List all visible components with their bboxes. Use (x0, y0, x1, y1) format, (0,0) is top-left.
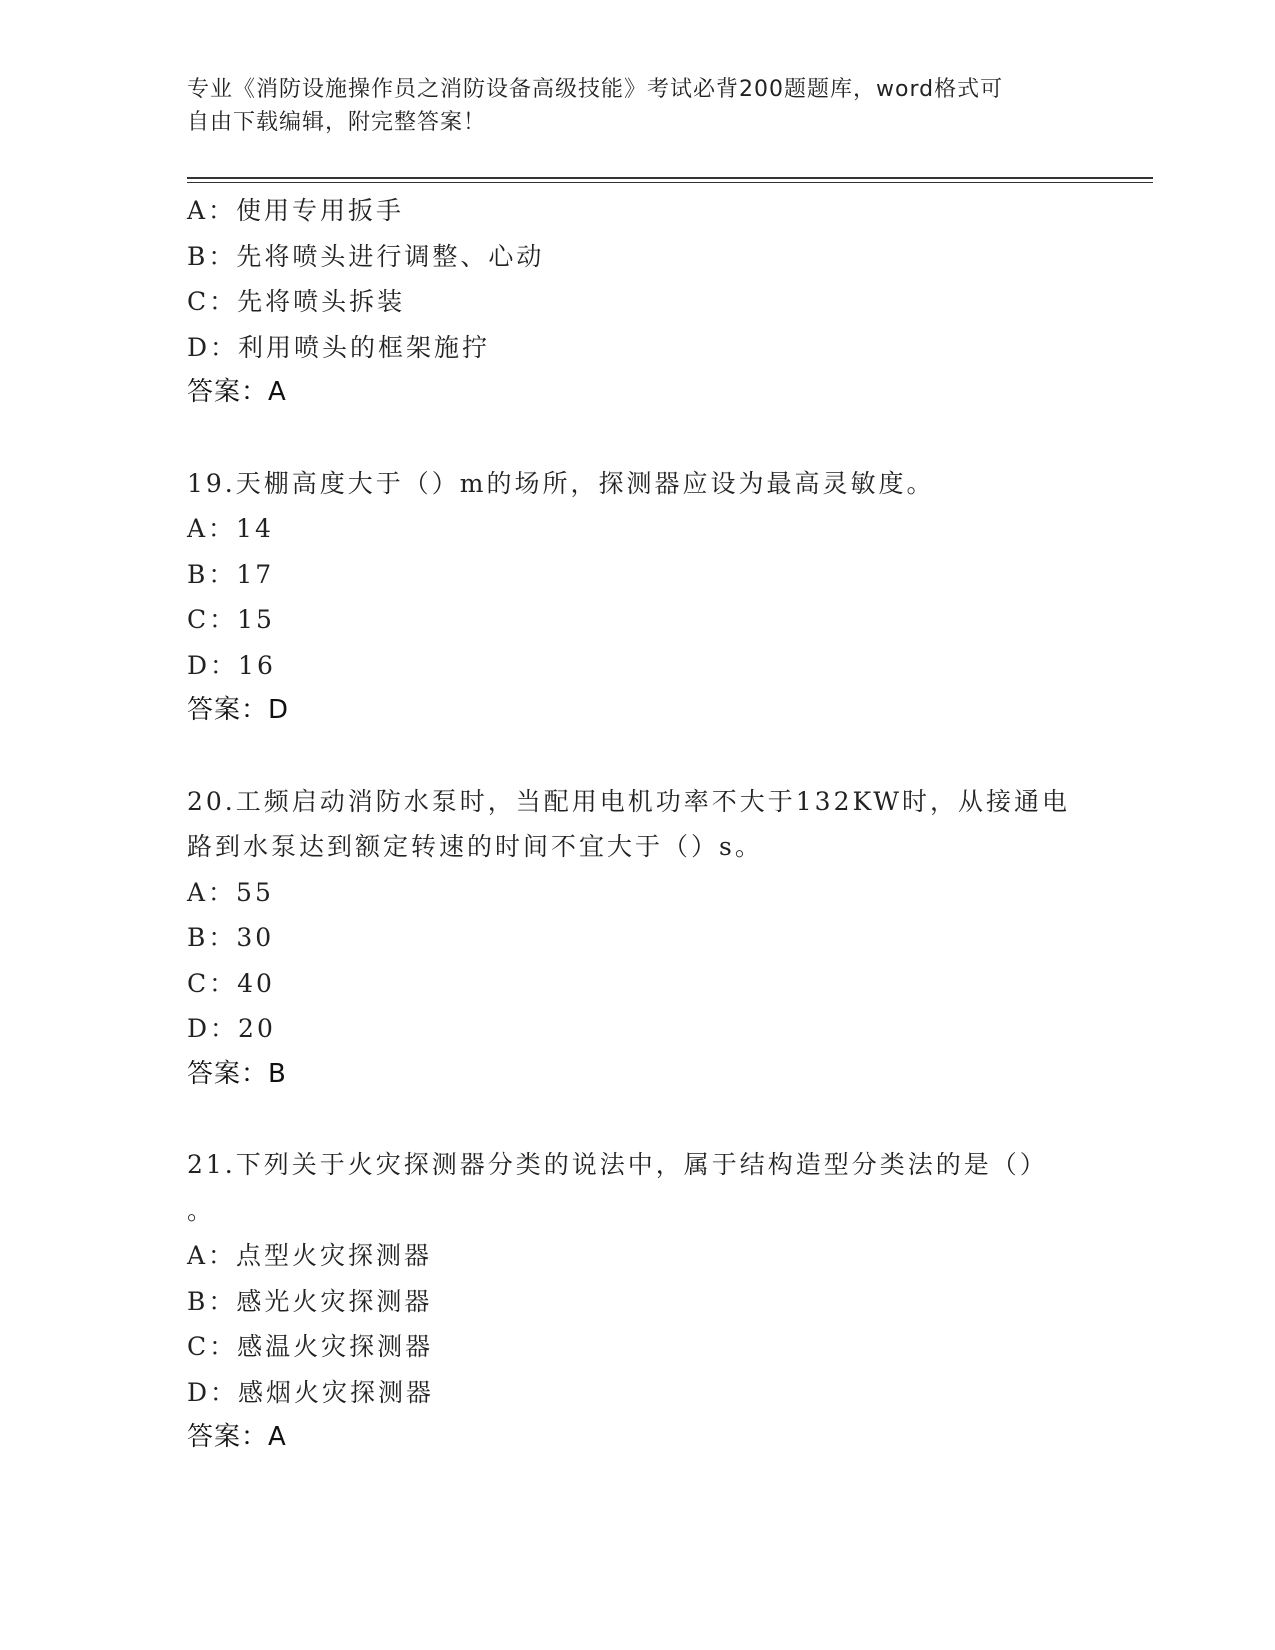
option-d: D：感烟火灾探测器 (187, 1377, 435, 1407)
question-21 (187, 1142, 1087, 1461)
option-d: D：利用喷头的框架施拧 (187, 332, 491, 362)
spacer (187, 734, 1087, 779)
question-18 (187, 188, 1087, 416)
option-c: C：15 (187, 605, 275, 634)
question-list (187, 188, 1087, 1461)
header-line-2: 自由下载编辑，附完整答案！ (187, 110, 487, 135)
header-divider-thick (187, 177, 1153, 179)
option-d: D：20 (187, 1014, 276, 1043)
header-divider-thin (187, 182, 1153, 183)
question-20 (187, 779, 1087, 1098)
option-a: A：55 (187, 877, 274, 907)
question-text-line-1: 21.下列关于火灾探测器分类的说法中，属于结构造型分类法的是（） (187, 1150, 1048, 1179)
option-b: B：感光火灾探测器 (187, 1286, 433, 1316)
option-b: B：先将喷头进行调整、心动 (187, 241, 545, 271)
question-text-line-1: 20.工频启动消防水泵时，当配用电机功率不大于132KW时，从接通电 (187, 786, 1070, 816)
option-a: A：14 (187, 514, 274, 543)
option-b: B：30 (187, 923, 275, 952)
option-c: C：40 (187, 968, 275, 998)
option-a: A：点型火灾探测器 (187, 1241, 433, 1270)
question-text-line-2: 。 (187, 1195, 216, 1225)
option-a: A：使用专用扳手 (187, 196, 405, 225)
option-c: C：先将喷头拆装 (187, 287, 406, 316)
spacer (187, 416, 1087, 461)
question-19 (187, 461, 1087, 734)
option-c: C：感温火灾探测器 (187, 1332, 434, 1361)
question-text-line-2: 路到水泵达到额定转速的时间不宜大于（）s。 (187, 832, 763, 861)
answer-line: 答案：D (187, 695, 290, 725)
header-line-1: 专业《消防设施操作员之消防设备高级技能》考试必背200题题库，word格式可 (187, 77, 1004, 102)
option-b: B：17 (187, 559, 275, 589)
question-text: 19.天棚高度大于（）m的场所，探测器应设为最高灵敏度。 (187, 468, 935, 498)
answer-line: 答案：B (187, 1058, 287, 1089)
answer-line: 答案：A (187, 1422, 287, 1452)
option-d: D：16 (187, 650, 276, 680)
document-header (187, 73, 1067, 139)
spacer (187, 1097, 1087, 1142)
answer-line: 答案：A (187, 377, 287, 407)
